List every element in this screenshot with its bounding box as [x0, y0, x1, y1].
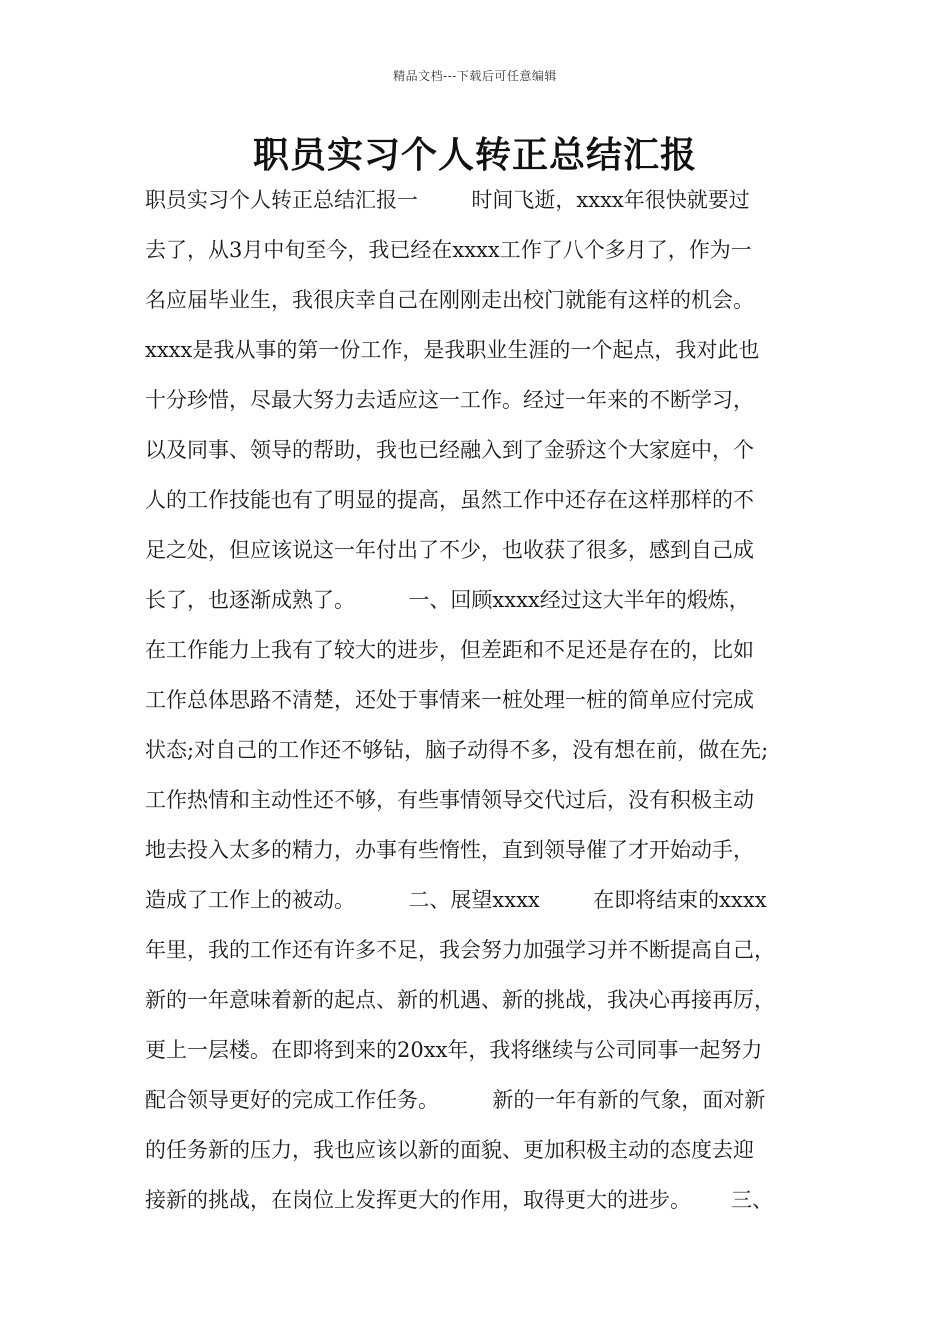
document-title: 职员实习个人转正总结汇报	[252, 135, 697, 176]
body-line: 足之处，但应该说这一年付出了不少，也收获了很多，感到自己成	[145, 538, 754, 562]
body-line: 配合领导更好的完成工作任务。 新的一年有新的气象，面对新	[145, 1088, 766, 1112]
body-line: 职员实习个人转正总结汇报一 时间飞逝，xxxx年很快就要过	[145, 188, 750, 212]
body-line: 的任务新的压力，我也应该以新的面貌、更加积极主动的态度去迎	[145, 1138, 754, 1162]
body-line: 以及同事、领导的帮助，我也已经融入到了金骄这个大家庭中，个	[145, 438, 754, 462]
body-line: 长了，也逐渐成熟了。 一、回顾xxxx经过这大半年的煅炼，	[145, 588, 750, 612]
body-line: 造成了工作上的被动。 二、展望xxxx 在即将结束的xxxx	[145, 888, 767, 912]
body-line: 更上一层楼。在即将到来的20xx年，我将继续与公司同事一起努力	[145, 1038, 763, 1062]
body-line: 地去投入太多的精力，办事有些惰性，直到领导催了才开始动手，	[145, 838, 754, 862]
body-line: 名应届毕业生，我很庆幸自己在刚刚走出校门就能有这样的机会。	[145, 288, 754, 312]
body-line: 十分珍惜，尽最大努力去适应这一工作。经过一年来的不断学习，	[145, 388, 754, 412]
body-line: 工作热情和主动性还不够，有些事情领导交代过后，没有积极主动	[145, 788, 754, 812]
body-line: 去了，从3月中旬至今，我已经在xxxx工作了八个多月了，作为一	[145, 238, 752, 262]
body-line: 人的工作技能也有了明显的提高，虽然工作中还存在这样那样的不	[145, 488, 754, 512]
body-line: xxxx是我从事的第一份工作，是我职业生涯的一个起点，我对此也	[145, 338, 760, 362]
body-line: 年里，我的工作还有许多不足，我会努力加强学习并不断提高自己，	[145, 938, 775, 962]
body-line: 在工作能力上我有了较大的进步，但差距和不足还是存在的，比如	[145, 638, 754, 662]
body-line: 接新的挑战，在岗位上发挥更大的作用，取得更大的进步。 三、	[145, 1188, 774, 1212]
body-line: 状态;对自己的工作还不够钻，脑子动得不多，没有想在前，做在先;	[145, 738, 769, 762]
document-body	[145, 182, 825, 1232]
body-line: 工作总体思路不清楚，还处于事情来一桩处理一桩的简单应付完成	[145, 688, 754, 712]
header-note: 精品文档---下载后可任意编辑	[393, 69, 557, 83]
body-line: 新的一年意味着新的起点、新的机遇、新的挑战，我决心再接再厉，	[145, 988, 775, 1012]
